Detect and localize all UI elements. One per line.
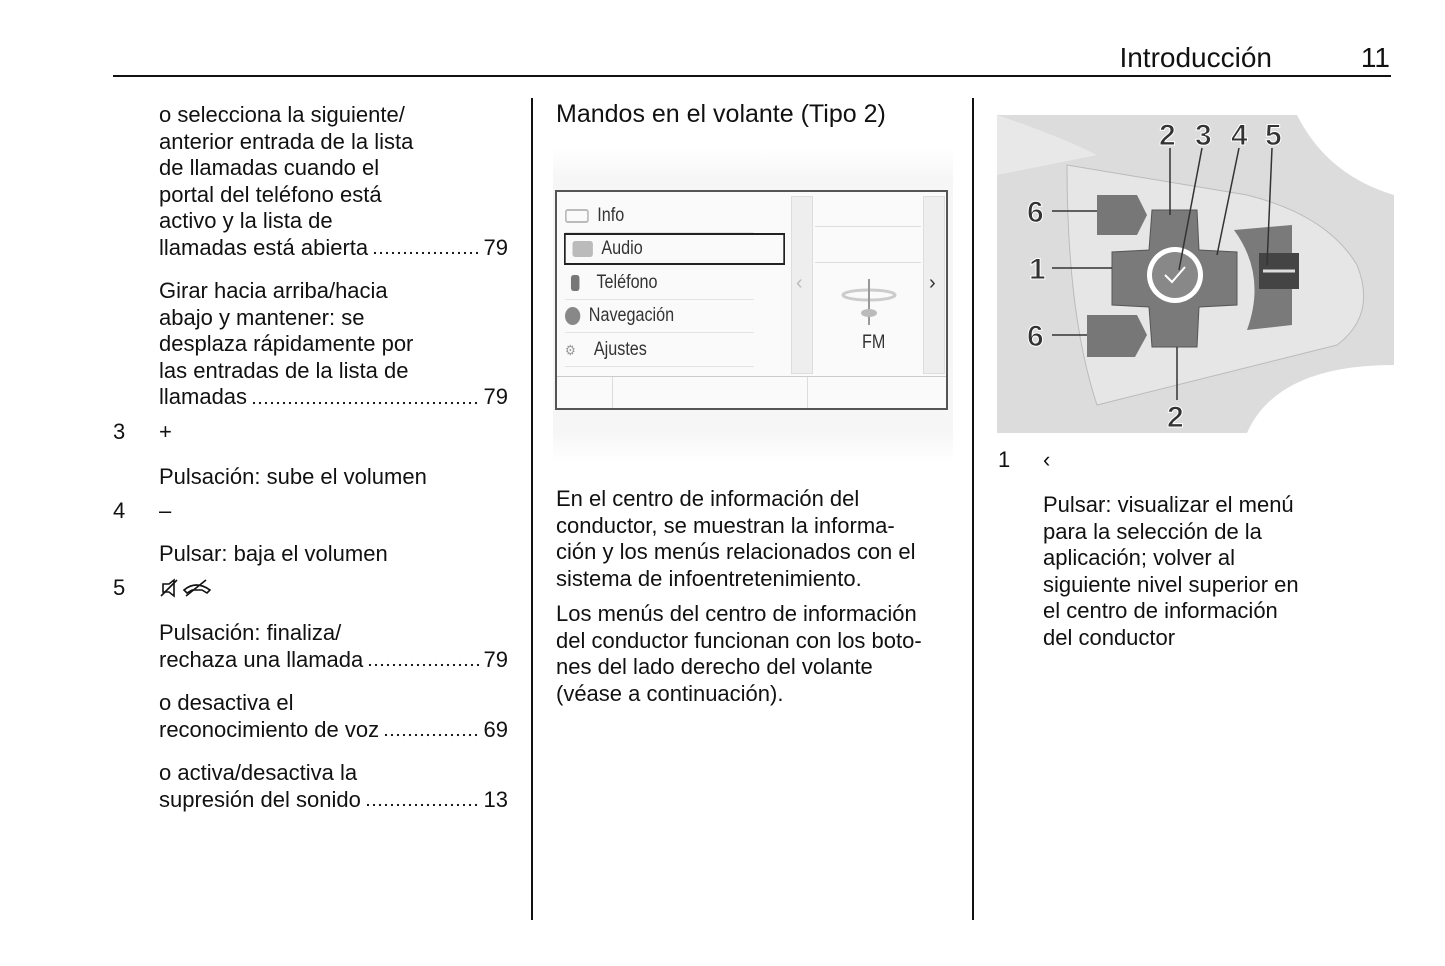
text-line: desplaza rápidamente por <box>159 331 414 356</box>
text-line: ción y los menús relacionados con el <box>556 539 916 564</box>
steering-wheel-illustration <box>997 115 1394 433</box>
section-title: Introducción <box>1119 42 1272 73</box>
item-number: 5 <box>113 575 126 600</box>
text-line: para la selección de la <box>1043 518 1262 544</box>
text-line: aplicación; volver al <box>1043 545 1235 570</box>
text-line: el centro de información <box>1043 598 1278 623</box>
text-line: activo y la lista de <box>159 208 333 233</box>
callout-3: 3 <box>1195 119 1212 152</box>
text-line: Girar hacia arriba/hacia <box>159 278 388 303</box>
page-ref: 69 <box>483 716 508 742</box>
text-line: o desactiva el <box>159 690 294 715</box>
menu-item-navigation <box>565 300 754 333</box>
callout-2: 2 <box>1167 401 1184 433</box>
text-line: supresión del sonido <box>159 786 361 812</box>
page-ref: 79 <box>483 646 508 672</box>
text-line: o selecciona la siguiente/ <box>159 102 405 127</box>
scroll-right-button: › <box>923 196 945 374</box>
source-label: FM <box>862 332 886 353</box>
text-line: (véase a continuación). <box>556 680 784 706</box>
page-ref: 79 <box>483 384 508 409</box>
header-rule <box>113 75 1391 77</box>
text-line: o activa/desactiva la <box>159 760 358 785</box>
text-line: portal del teléfono está <box>159 181 382 207</box>
menu-label: Audio <box>601 238 643 259</box>
paragraph-back-button <box>1043 492 1299 651</box>
text-line: conductor, se muestran la informa- <box>556 512 895 538</box>
text-line: las entradas de la lista de <box>159 357 409 383</box>
callout-1: 1 <box>1029 253 1046 286</box>
mute-hangup-icon <box>160 578 216 598</box>
text-line: reconocimiento de voz <box>159 716 380 742</box>
text-line: Pulsación: finaliza/ <box>159 620 342 645</box>
paragraph-info-center <box>556 486 916 592</box>
music-icon <box>573 241 593 257</box>
text-line: de llamadas cuando el <box>159 155 380 180</box>
menu-label: Info <box>597 205 625 226</box>
text-line: del conductor <box>1043 624 1176 650</box>
text-line: En el centro de información del <box>556 486 860 511</box>
text-line: anterior entrada de la lista <box>159 128 414 154</box>
text-line: Los menús del centro de información <box>556 601 917 626</box>
item-number: 1 <box>998 447 1011 472</box>
item-symbol: ‹ <box>1043 447 1051 472</box>
paragraph-call-list <box>159 102 508 261</box>
page-ref: 79 <box>483 234 508 260</box>
menu-label: Ajustes <box>593 339 647 360</box>
phone-icon <box>571 275 580 291</box>
callout-5: 5 <box>1265 119 1282 152</box>
text-line: nes del lado derecho del volante <box>556 654 873 679</box>
menu-item-audio <box>564 233 785 265</box>
item-number: 3 <box>113 419 126 444</box>
text-line: rechaza una llamada <box>159 646 364 672</box>
column-divider <box>972 98 974 920</box>
gears-icon: ⚙ <box>565 342 576 358</box>
menu-label: Teléfono <box>596 272 658 293</box>
callout-4: 4 <box>1231 119 1248 152</box>
menu-item-phone <box>565 267 754 300</box>
menu-item-info <box>565 200 754 233</box>
menu-item-settings <box>565 334 754 367</box>
paragraph-menus <box>556 601 922 707</box>
callout-2: 2 <box>1159 119 1176 152</box>
column-divider <box>531 98 533 920</box>
text-line: llamadas está abierta <box>159 234 369 260</box>
paragraph-mute <box>159 760 508 813</box>
item-description: Pulsación: sube el volumen <box>159 464 427 489</box>
car-icon <box>565 209 589 223</box>
paragraph-voice <box>159 690 508 743</box>
scroll-left-button: ‹ <box>791 196 813 374</box>
text-line: sistema de infoentretenimiento. <box>556 565 862 591</box>
callout-6: 6 <box>1027 320 1044 353</box>
item-description: Pulsar: baja el volumen <box>159 541 388 566</box>
item-number: 4 <box>113 498 126 523</box>
paragraph-fast-scroll <box>159 278 508 411</box>
section-heading: Mandos en el volante (Tipo 2) <box>556 100 886 128</box>
text-line: del conductor funcionan con los boto- <box>556 627 922 653</box>
radio-tower-icon <box>839 277 899 327</box>
callout-6: 6 <box>1027 196 1044 229</box>
item-symbol: – <box>159 498 172 523</box>
display-illustration <box>555 190 948 410</box>
item-symbol: + <box>159 419 172 444</box>
menu-label: Navegación <box>588 305 675 326</box>
text-line: abajo y mantener: se <box>159 304 365 330</box>
paragraph-end-call <box>159 620 508 673</box>
text-line: Pulsar: visualizar el menú <box>1043 492 1294 517</box>
text-line: siguiente nivel superior en <box>1043 571 1299 597</box>
page-number: 11 <box>1360 42 1390 73</box>
page-ref: 13 <box>483 786 508 812</box>
text-line: llamadas <box>159 384 248 409</box>
compass-icon <box>565 307 580 325</box>
